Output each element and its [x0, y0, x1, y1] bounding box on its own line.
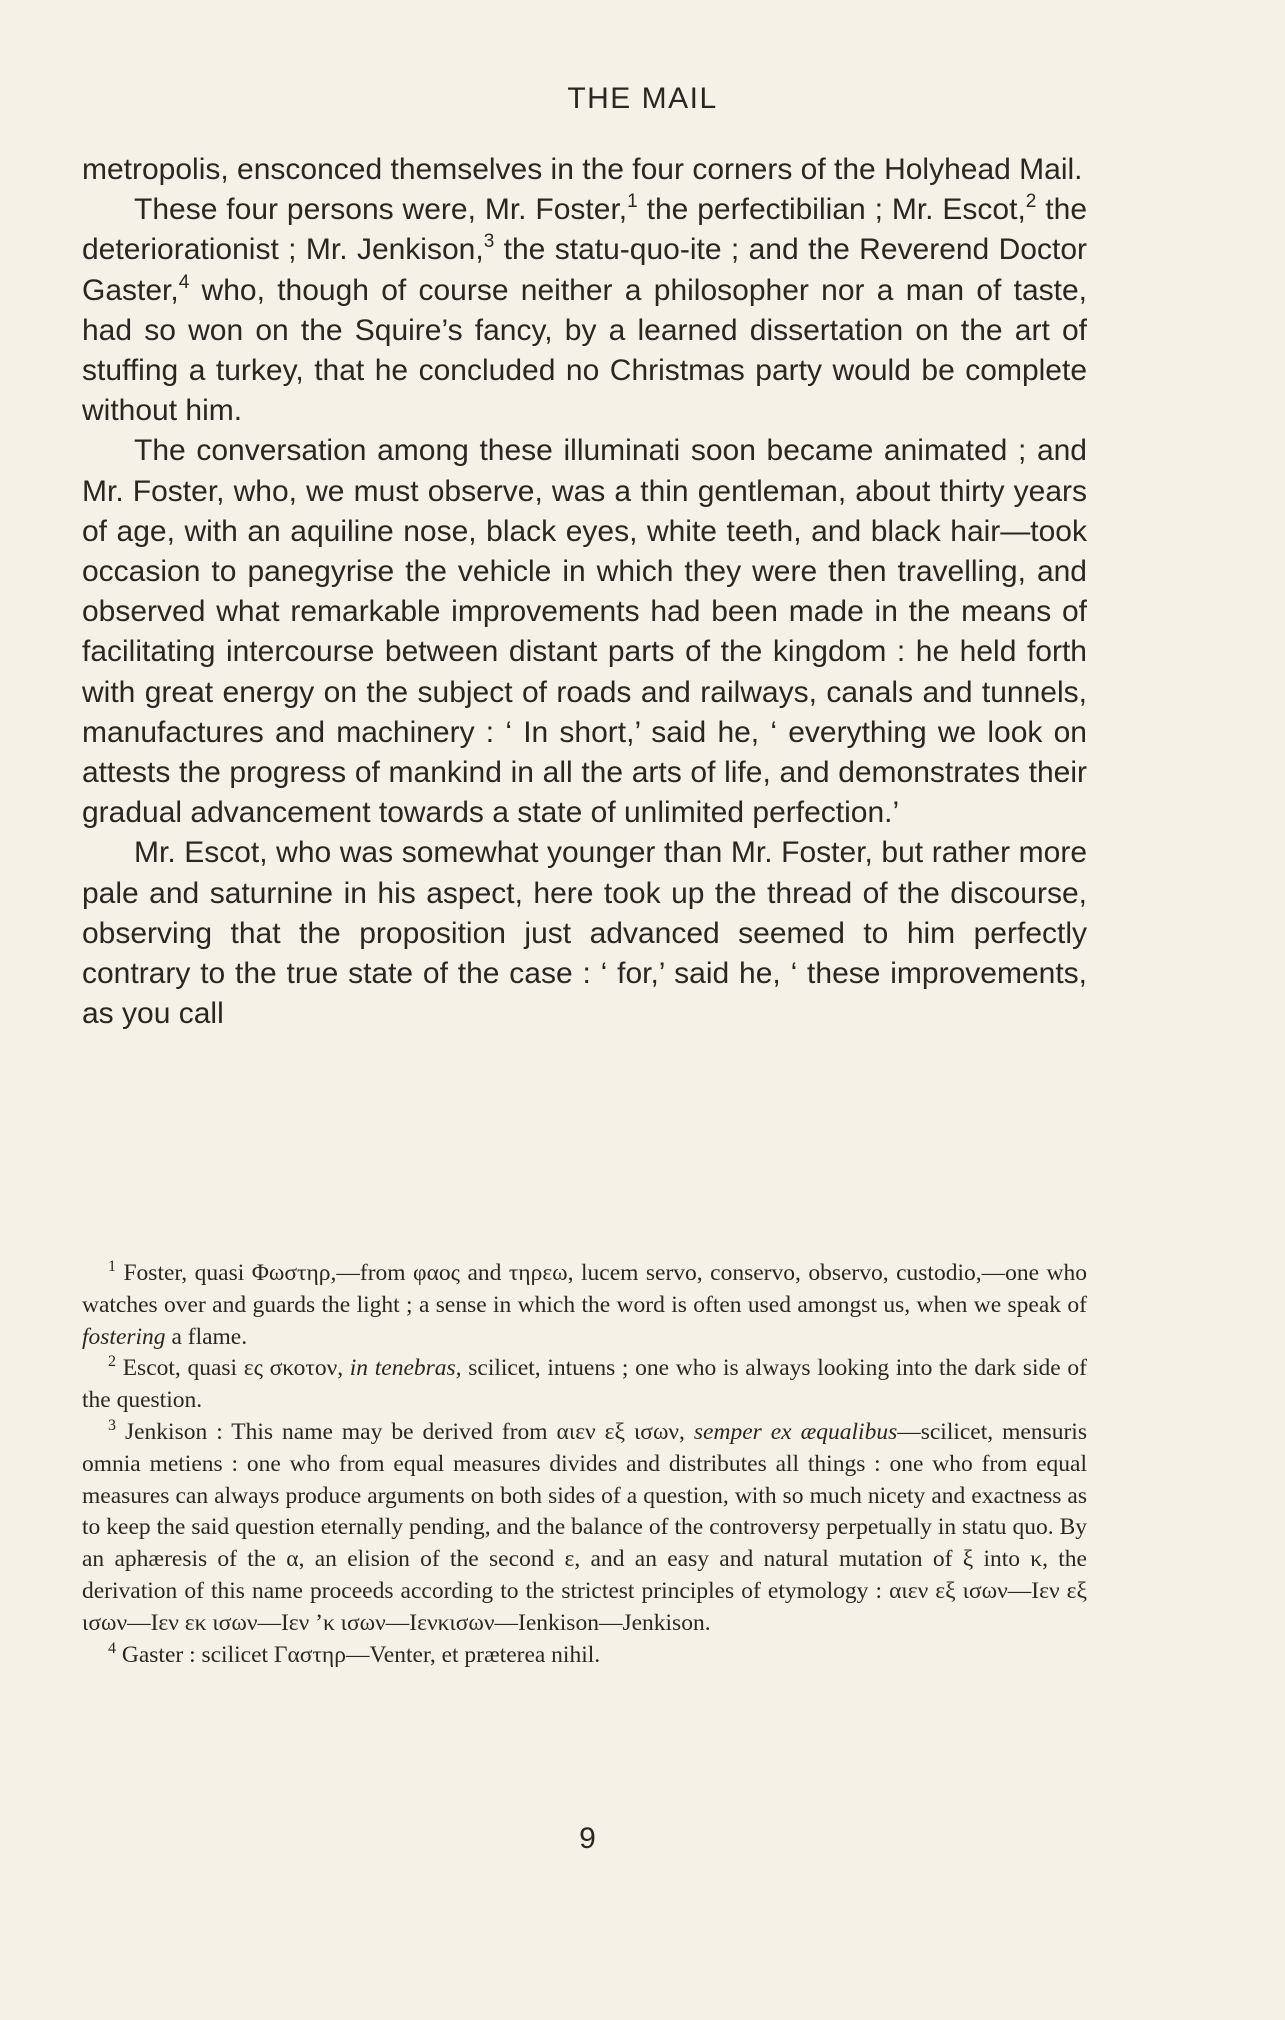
- footnote-2: [82, 1353, 1087, 1417]
- paragraph-four-persons: [82, 190, 1087, 431]
- running-title: THE MAIL: [567, 82, 718, 115]
- paragraph-conversation: [82, 431, 1087, 833]
- footnote-4: [82, 1640, 1087, 1672]
- paragraph-text: metropolis, ensconced themselves in the four corners of the Holyhead Mail.: [82, 153, 1083, 186]
- text-run: the perfectibilian ; Mr. Escot,: [637, 193, 1026, 227]
- footnote-text: a flame.: [165, 1323, 248, 1350]
- text-run: who, though of course neither a philosopher nor a man of taste, had so won on the Squire’s fancy, by a learned dissertation on the art of stuffing a turkey, that he concluded no Christmas party would be complete without him.: [82, 273, 1087, 428]
- footnote-italic: fostering: [82, 1323, 166, 1350]
- text-run: These four persons were, Mr. Foster,: [134, 193, 628, 227]
- footnotes: [82, 1258, 1087, 1671]
- paragraph-text: Mr. Escot, who was somewhat younger than Mr. Foster, but rather more pale and saturnine in his aspect, here took up the thread of the discourse, observing that the proposition just advanced seemed to him perfectly contrary to the true state of the case : ‘ for,’ said he, ‘ these improvements, as you call: [82, 836, 1087, 1031]
- footnote-text: Gaster : scilicet Γαστηρ—Venter, et præterea nihil.: [116, 1641, 601, 1668]
- footnote-text: scilicet, intuens ; one who is always looking into the dark side of the question.: [82, 1355, 1087, 1414]
- paragraph-escot: [82, 833, 1087, 1034]
- page-number: 9: [579, 1822, 596, 1855]
- footnote-text: Foster, quasi Φωστηρ,—from φαος and τηρεω, lucem servo, conservo, observo, custodio,—one who watches over and guards the light ; a sense in which the word is often used amongst us, when we speak of: [82, 1260, 1087, 1318]
- footnote-ref-1: 1: [627, 191, 638, 213]
- text-run: the deteriorationist ; Mr. Jenkison,: [82, 193, 1087, 267]
- footnote-italic: in tenebras,: [349, 1355, 462, 1382]
- footnote-mark: 3: [108, 1416, 116, 1434]
- footnote-ref-3: 3: [483, 231, 495, 253]
- footnote-text: Jenkison : This name may be derived from αιεν εξ ισων,: [116, 1418, 694, 1445]
- footnote-italic: semper ex æqualibus: [693, 1418, 898, 1445]
- text-run: the statu-quo-ite ; and the Reverend Doctor Gaster,: [82, 233, 1087, 307]
- footnote-3: [82, 1417, 1087, 1640]
- footnote-mark: 2: [108, 1353, 116, 1371]
- footnote-mark: 1: [108, 1258, 116, 1275]
- body-text: [82, 150, 1087, 1034]
- footnote-mark: 4: [108, 1639, 116, 1657]
- paragraph-text: The conversation among these illuminati soon became animated ; and Mr. Foster, who, we must observe, was a thin gentleman, about thirty years of age, with an aquiline nose, black eyes, white teeth, and black hair—took occasion to panegyrise the vehicle in which they were then travelling, and observed what remarkable improvements had been made in the means of facilitating intercourse between distant parts of the kingdom : he held forth with great energy on the subject of roads and railways, canals and tunnels, manufactures and machinery : ‘ In short,’ said he, ‘ everything we look on attests the progress of mankind in all the arts of life, and demonstrates their gradual advancement towards a state of unlimited perfection.’: [82, 434, 1087, 830]
- paragraph-continued: [82, 150, 1087, 190]
- footnote-text: —scilicet, mensuris omnia metiens : one who from equal measures divides and distributes all things : one who from equal measures can always produce arguments on both sides of a question, with so much nicety and exactness as to keep the said question eternally pending, and the balance of the controversy perpetually in statu quo. By an aphæresis of the α, an elision of the second ε, and an easy and natural mutation of ξ into κ, the derivation of this name proceeds according to the strictest principles of etymology : αιεν εξ ισων—Ιεν εξ ισων—Ιεν εκ ισων—Ιεν ’κ ισων—Ιενκισων—Ienkison—Jenkison.: [82, 1418, 1087, 1636]
- footnote-ref-4: 4: [178, 271, 190, 293]
- footnote-ref-2: 2: [1025, 191, 1037, 213]
- footnote-text: Escot, quasi ες σκοτον,: [116, 1355, 350, 1382]
- footnote-1: [82, 1258, 1087, 1353]
